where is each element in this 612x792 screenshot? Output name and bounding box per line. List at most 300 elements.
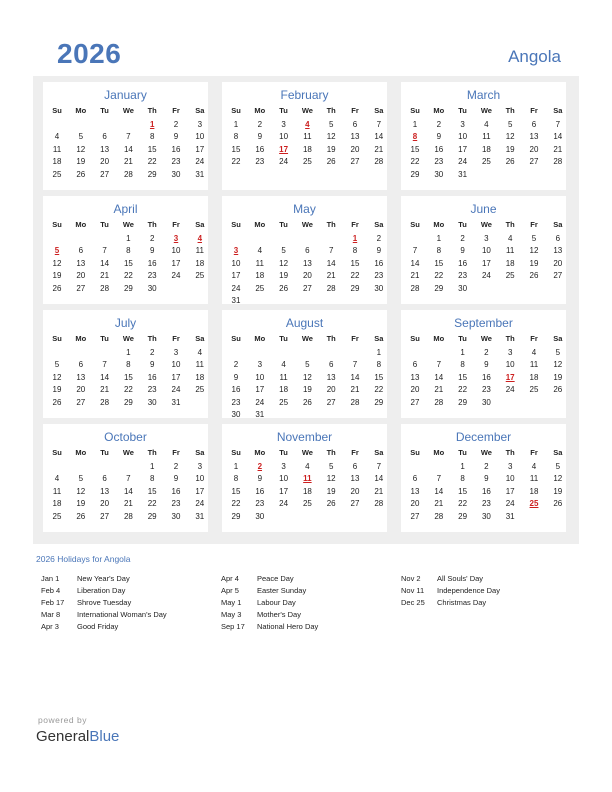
- day-cell: 4: [484, 120, 489, 129]
- day-cell: 6: [352, 462, 358, 471]
- day-cell: 24: [171, 271, 181, 281]
- holiday-date: Dec 25: [401, 598, 425, 607]
- day-cell: 20: [350, 486, 360, 496]
- holiday-date: Mar 8: [41, 610, 61, 619]
- day-cell: 26: [326, 499, 336, 509]
- day-cell: 29: [231, 511, 241, 521]
- weekday-header: Th: [147, 220, 157, 229]
- holiday-date: Nov 2: [401, 574, 421, 583]
- day-cell: 9: [436, 132, 442, 142]
- day-cell: 9: [460, 246, 465, 256]
- day-cell: 29: [350, 283, 360, 293]
- day-cell: 3: [281, 462, 286, 471]
- day-cell: 20: [326, 385, 336, 395]
- day-cell: 20: [410, 385, 420, 395]
- holiday-name: Mother's Day: [257, 610, 301, 619]
- day-cell: 19: [553, 486, 563, 496]
- day-cell: 29: [147, 511, 157, 521]
- day-cell: 13: [553, 246, 563, 256]
- weekday-header: Th: [505, 106, 515, 115]
- day-cell: 2: [436, 120, 442, 129]
- day-cell: 27: [76, 283, 86, 293]
- day-cell: 30: [481, 511, 491, 521]
- day-cell: 9: [257, 474, 263, 484]
- day-cell: 8: [233, 474, 239, 484]
- month-name: May: [293, 202, 316, 216]
- holiday-date: May 1: [221, 598, 242, 607]
- weekday-header: Tu: [279, 448, 288, 457]
- holiday-day: 11: [303, 474, 312, 484]
- day-cell: 22: [350, 271, 360, 281]
- day-cell: 14: [553, 132, 563, 142]
- day-cell: 28: [410, 283, 420, 293]
- day-cell: 28: [374, 157, 384, 167]
- holiday-name: Independence Day: [437, 586, 500, 595]
- month-november: [222, 424, 387, 532]
- day-cell: 27: [100, 169, 110, 179]
- day-cell: 28: [123, 169, 133, 179]
- holiday-day: 5: [54, 246, 60, 256]
- day-cell: 31: [195, 511, 205, 521]
- weekday-header: Tu: [458, 220, 467, 229]
- weekday-header: Su: [52, 220, 62, 229]
- day-cell: 22: [147, 499, 157, 509]
- day-cell: 8: [149, 474, 155, 484]
- day-cell: 27: [410, 397, 420, 407]
- holiday-item: [401, 574, 576, 586]
- holiday-date: Nov 11: [401, 586, 425, 595]
- weekday-header: Sa: [195, 106, 205, 115]
- day-cell: 3: [507, 462, 513, 471]
- brand-general: General: [36, 728, 90, 745]
- holiday-date: Feb 17: [41, 598, 65, 607]
- weekday-header: Tu: [458, 334, 467, 343]
- day-cell: 8: [376, 360, 382, 370]
- day-cell: 4: [531, 348, 537, 357]
- day-cell: 2: [376, 234, 382, 243]
- holiday-item: [221, 586, 396, 598]
- month-august: [222, 310, 387, 418]
- holiday-column: [221, 574, 396, 634]
- weekday-header: We: [122, 220, 134, 229]
- day-cell: 24: [171, 385, 181, 395]
- holiday-item: [401, 586, 576, 598]
- month-name: March: [466, 88, 501, 102]
- day-cell: 14: [350, 372, 360, 382]
- day-cell: 11: [529, 360, 539, 370]
- day-cell: 12: [76, 486, 86, 496]
- day-cell: 20: [76, 271, 86, 281]
- weekday-header: Fr: [172, 220, 180, 229]
- day-cell: 15: [458, 372, 468, 382]
- day-cell: 10: [195, 474, 205, 484]
- day-cell: 12: [279, 258, 289, 268]
- day-cell: 1: [376, 348, 382, 357]
- weekday-header: Fr: [351, 334, 359, 343]
- holiday-date: Feb 4: [41, 586, 61, 595]
- day-cell: 20: [100, 157, 110, 167]
- weekday-header: Mo: [433, 448, 445, 457]
- holiday-name: Easter Sunday: [257, 586, 307, 595]
- day-cell: 30: [458, 283, 468, 293]
- day-cell: 15: [123, 372, 133, 382]
- day-cell: 18: [529, 372, 539, 382]
- day-cell: 4: [531, 462, 537, 471]
- day-cell: 16: [458, 258, 468, 268]
- holiday-date: Jan 1: [41, 574, 60, 583]
- day-cell: 21: [326, 271, 336, 281]
- holiday-date: May 3: [221, 610, 242, 619]
- day-cell: 1: [126, 348, 131, 357]
- day-cell: 3: [484, 234, 489, 243]
- weekday-header: Sa: [374, 220, 384, 229]
- day-cell: 14: [100, 372, 110, 382]
- weekday-header: Mo: [75, 106, 87, 115]
- day-cell: 16: [147, 258, 157, 268]
- powered-by-text: powered by: [38, 715, 87, 725]
- day-cell: 25: [302, 157, 312, 167]
- day-cell: 28: [350, 397, 360, 407]
- day-cell: 20: [410, 499, 420, 509]
- day-cell: 6: [412, 474, 418, 484]
- day-cell: 11: [303, 132, 312, 142]
- day-cell: 21: [123, 157, 133, 167]
- day-cell: 4: [54, 132, 60, 142]
- day-cell: 19: [326, 486, 336, 496]
- day-cell: 23: [458, 271, 468, 281]
- day-cell: 5: [328, 120, 334, 129]
- day-cell: 16: [434, 144, 444, 154]
- day-cell: 8: [436, 246, 442, 256]
- day-cell: 1: [460, 348, 465, 357]
- day-cell: 16: [171, 144, 181, 154]
- day-cell: 25: [279, 397, 289, 407]
- day-cell: 18: [279, 385, 289, 395]
- day-cell: 31: [231, 296, 241, 305]
- day-cell: 4: [281, 360, 286, 370]
- weekday-header: Sa: [553, 106, 563, 115]
- day-cell: 13: [76, 372, 86, 382]
- day-cell: 4: [197, 348, 203, 357]
- day-cell: 19: [52, 385, 62, 395]
- day-cell: 18: [302, 486, 312, 496]
- month-name: October: [104, 430, 147, 444]
- day-cell: 10: [505, 474, 515, 484]
- weekday-header: Sa: [195, 220, 205, 229]
- day-cell: 24: [458, 157, 468, 167]
- holiday-name: All Souls' Day: [437, 574, 484, 583]
- day-cell: 25: [52, 169, 62, 179]
- weekday-header: Th: [147, 334, 157, 343]
- weekday-header: Tu: [458, 448, 467, 457]
- month-name: February: [280, 88, 329, 102]
- day-cell: 15: [123, 258, 133, 268]
- weekday-header: Fr: [351, 106, 359, 115]
- day-cell: 6: [328, 360, 334, 370]
- day-cell: 8: [126, 360, 131, 370]
- day-cell: 26: [52, 397, 62, 407]
- day-cell: 2: [233, 360, 239, 370]
- day-cell: 21: [350, 385, 360, 395]
- day-cell: 7: [376, 120, 382, 129]
- day-cell: 17: [505, 486, 515, 496]
- day-cell: 12: [529, 246, 539, 256]
- day-cell: 5: [78, 474, 84, 484]
- month-february: [222, 82, 387, 190]
- day-cell: 7: [102, 246, 107, 256]
- day-cell: 3: [460, 120, 465, 129]
- day-cell: 21: [553, 144, 563, 154]
- day-cell: 5: [555, 462, 561, 471]
- year-title: 2026: [57, 38, 122, 69]
- day-cell: 30: [171, 169, 181, 179]
- day-cell: 5: [54, 360, 60, 370]
- month-june: [401, 196, 566, 304]
- day-cell: 22: [231, 499, 241, 509]
- day-cell: 31: [255, 410, 265, 419]
- holiday-name: Shrove Tuesday: [77, 598, 132, 607]
- day-cell: 31: [458, 169, 468, 179]
- day-cell: 14: [434, 372, 444, 382]
- day-cell: 11: [279, 372, 288, 382]
- day-cell: 25: [255, 283, 265, 293]
- weekday-header: Mo: [433, 106, 445, 115]
- day-cell: 3: [281, 120, 286, 129]
- day-cell: 8: [149, 132, 155, 142]
- day-cell: 7: [102, 360, 107, 370]
- day-cell: 21: [100, 385, 110, 395]
- holiday-name: New Year's Day: [77, 574, 130, 583]
- day-cell: 28: [374, 499, 384, 509]
- weekday-header: Th: [326, 448, 336, 457]
- day-cell: 28: [434, 511, 444, 521]
- day-cell: 29: [147, 169, 157, 179]
- day-cell: 26: [76, 169, 86, 179]
- month-name: April: [113, 202, 138, 216]
- holiday-column: [41, 574, 216, 634]
- day-cell: 6: [102, 474, 107, 484]
- day-cell: 22: [374, 385, 384, 395]
- day-cell: 20: [302, 271, 312, 281]
- day-cell: 6: [78, 246, 84, 256]
- day-cell: 26: [76, 511, 86, 521]
- holiday-day: 17: [279, 144, 289, 154]
- day-cell: 14: [374, 474, 384, 484]
- day-cell: 12: [326, 474, 336, 484]
- holiday-item: [41, 574, 216, 586]
- day-cell: 17: [279, 486, 289, 496]
- brand-logo[interactable]: [36, 728, 119, 745]
- day-cell: 11: [52, 144, 62, 154]
- weekday-header: Th: [326, 106, 336, 115]
- holiday-item: [41, 622, 216, 634]
- day-cell: 25: [481, 157, 491, 167]
- weekday-header: Th: [505, 448, 515, 457]
- day-cell: 13: [529, 132, 539, 142]
- day-cell: 30: [147, 283, 157, 293]
- weekday-header: Fr: [530, 106, 538, 115]
- day-cell: 13: [350, 132, 360, 142]
- weekday-header: We: [301, 106, 313, 115]
- weekday-header: Th: [505, 334, 515, 343]
- day-cell: 27: [100, 511, 110, 521]
- day-cell: 13: [100, 486, 110, 496]
- weekday-header: Mo: [254, 448, 266, 457]
- weekday-header: Fr: [351, 448, 359, 457]
- day-cell: 3: [173, 348, 179, 357]
- day-cell: 26: [52, 283, 62, 293]
- day-cell: 18: [255, 271, 265, 281]
- month-december: [401, 424, 566, 532]
- day-cell: 22: [434, 271, 444, 281]
- weekday-header: Tu: [100, 334, 109, 343]
- month-may: [222, 196, 387, 304]
- day-cell: 23: [481, 499, 491, 509]
- day-cell: 16: [231, 385, 241, 395]
- weekday-header: Tu: [458, 106, 467, 115]
- weekday-header: Mo: [433, 334, 445, 343]
- day-cell: 9: [173, 474, 179, 484]
- day-cell: 4: [305, 462, 310, 471]
- day-cell: 11: [195, 360, 204, 370]
- day-cell: 29: [434, 283, 444, 293]
- weekday-header: Th: [326, 334, 336, 343]
- day-cell: 12: [302, 372, 312, 382]
- weekday-header: Mo: [75, 448, 87, 457]
- day-cell: 31: [195, 169, 205, 179]
- day-cell: 30: [374, 283, 384, 293]
- day-cell: 30: [255, 511, 265, 521]
- day-cell: 27: [350, 499, 360, 509]
- day-cell: 27: [326, 397, 336, 407]
- day-cell: 2: [173, 120, 179, 129]
- day-cell: 3: [257, 360, 263, 370]
- day-cell: 2: [149, 234, 155, 243]
- day-cell: 24: [195, 499, 205, 509]
- holiday-name: Christmas Day: [437, 598, 487, 607]
- calendar-grid: [33, 76, 579, 544]
- day-cell: 13: [302, 258, 312, 268]
- day-cell: 17: [171, 372, 181, 382]
- day-cell: 22: [231, 157, 241, 167]
- day-cell: 20: [553, 258, 563, 268]
- day-cell: 13: [326, 372, 336, 382]
- weekday-header: Fr: [530, 334, 538, 343]
- day-cell: 8: [460, 474, 465, 484]
- holiday-day: 4: [197, 234, 203, 243]
- day-cell: 16: [171, 486, 181, 496]
- day-cell: 21: [434, 385, 444, 395]
- day-cell: 29: [410, 169, 420, 179]
- day-cell: 27: [410, 511, 420, 521]
- holiday-day: 3: [173, 234, 179, 243]
- weekday-header: Sa: [553, 448, 563, 457]
- weekday-header: Sa: [553, 334, 563, 343]
- weekday-header: We: [301, 334, 313, 343]
- holiday-day: 25: [529, 499, 539, 509]
- day-cell: 2: [173, 462, 179, 471]
- month-october: [43, 424, 208, 532]
- day-cell: 16: [255, 144, 265, 154]
- holiday-date: Sep 17: [221, 622, 245, 631]
- day-cell: 9: [484, 360, 489, 370]
- weekday-header: We: [301, 448, 313, 457]
- day-cell: 1: [149, 462, 155, 471]
- day-cell: 15: [231, 486, 241, 496]
- day-cell: 27: [76, 397, 86, 407]
- day-cell: 25: [195, 385, 205, 395]
- day-cell: 5: [281, 246, 286, 256]
- day-cell: 27: [302, 283, 312, 293]
- day-cell: 3: [197, 462, 203, 471]
- weekday-header: We: [480, 106, 492, 115]
- day-cell: 25: [52, 511, 62, 521]
- day-cell: 23: [255, 499, 265, 509]
- day-cell: 9: [173, 132, 179, 142]
- holiday-item: [221, 610, 396, 622]
- holiday-day: 3: [233, 246, 239, 256]
- day-cell: 14: [123, 486, 133, 496]
- day-cell: 1: [436, 234, 442, 243]
- weekday-header: Su: [52, 334, 62, 343]
- day-cell: 9: [376, 246, 382, 256]
- day-cell: 25: [529, 385, 539, 395]
- weekday-header: Mo: [75, 334, 87, 343]
- weekday-header: Th: [326, 220, 336, 229]
- day-cell: 19: [326, 144, 336, 154]
- day-cell: 7: [412, 246, 418, 256]
- holiday-item: [221, 622, 396, 634]
- day-cell: 30: [434, 169, 444, 179]
- day-cell: 10: [481, 246, 491, 256]
- day-cell: 9: [257, 132, 263, 142]
- holiday-name: National Hero Day: [257, 622, 319, 631]
- day-cell: 31: [505, 511, 515, 521]
- month-name: November: [276, 430, 333, 444]
- holiday-item: [401, 598, 576, 610]
- day-cell: 20: [100, 499, 110, 509]
- day-cell: 5: [531, 234, 537, 243]
- day-cell: 24: [255, 397, 265, 407]
- day-cell: 1: [233, 120, 239, 129]
- day-cell: 23: [231, 397, 241, 407]
- day-cell: 21: [374, 144, 384, 154]
- day-cell: 12: [553, 474, 563, 484]
- day-cell: 22: [123, 385, 133, 395]
- weekday-header: Tu: [279, 106, 288, 115]
- weekday-header: Su: [410, 334, 420, 343]
- brand-blue: Blue: [89, 728, 120, 745]
- holiday-item: [221, 574, 396, 586]
- day-cell: 2: [484, 348, 489, 357]
- day-cell: 2: [460, 234, 465, 243]
- day-cell: 23: [147, 271, 157, 281]
- day-cell: 19: [76, 499, 86, 509]
- day-cell: 9: [149, 360, 155, 370]
- day-cell: 28: [553, 157, 563, 167]
- day-cell: 23: [255, 157, 265, 167]
- day-cell: 28: [100, 397, 110, 407]
- weekday-header: We: [301, 220, 313, 229]
- weekday-header: We: [122, 106, 134, 115]
- weekday-header: Sa: [374, 448, 384, 457]
- day-cell: 18: [529, 486, 539, 496]
- weekday-header: Sa: [374, 106, 384, 115]
- month-january: [43, 82, 208, 190]
- weekday-header: Sa: [195, 334, 205, 343]
- weekday-header: Th: [147, 448, 157, 457]
- holiday-column: [401, 574, 576, 610]
